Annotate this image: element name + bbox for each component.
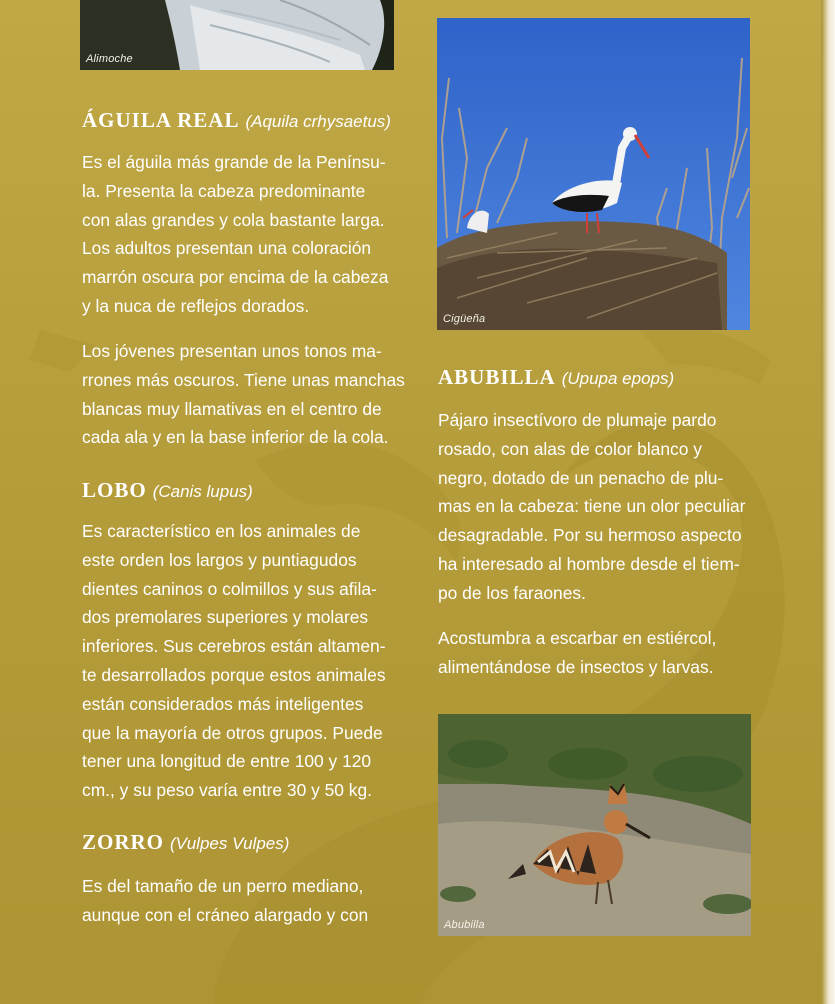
text-line: con alas grandes y cola bastante larga.: [82, 209, 385, 230]
text-line: po de los faraones.: [438, 582, 586, 603]
species-name: ABUBILLA: [438, 365, 556, 389]
species-latin-name: (Aquila crhysaetus): [245, 112, 391, 131]
text-line: Los adultos presentan una coloración: [82, 238, 372, 259]
paragraph-zorro-1: [82, 872, 368, 930]
text-line: te desarrollados porque estos animales: [82, 664, 386, 685]
text-line: marrón oscura por encima de la cabeza: [82, 267, 389, 288]
heading-lobo: [82, 478, 253, 503]
storks-nest-image: [437, 18, 750, 330]
text-line: y la nuca de reflejos dorados.: [82, 295, 310, 316]
photo-ciguena: [437, 18, 750, 330]
photo-caption-alimoche: Alimoche: [86, 53, 133, 65]
text-line: la. Presenta la cabeza predominante: [82, 180, 366, 201]
text-line: inferiores. Sus cerebros están altamen-: [82, 636, 386, 657]
photo-abubilla: [438, 714, 751, 936]
text-line: blancas muy llamativas en el centro de: [82, 398, 382, 419]
text-line: tener una longitud de entre 100 y 120: [82, 751, 372, 772]
text-line: ha interesado al hombre desde el tiem-: [438, 553, 740, 574]
text-line: dos premolares superiores y molares: [82, 607, 369, 628]
text-line: Acostumbra a escarbar en estiércol,: [438, 628, 717, 648]
heading-zorro: [82, 830, 289, 855]
paragraph-abubilla-2: [438, 624, 716, 682]
species-name: LOBO: [82, 478, 147, 502]
text-line: este orden los largos y puntiagudos: [82, 549, 357, 570]
text-line: rrones más oscuros. Tiene unas manchas: [82, 369, 405, 390]
text-line: desagradable. Por su hermoso aspecto: [438, 525, 742, 546]
paragraph-aguila-2: [82, 337, 405, 452]
text-line: mas en la cabeza: tiene un olor peculiar: [438, 496, 746, 517]
text-line: rosado, con alas de color blanco y: [438, 438, 702, 459]
species-latin-name: (Vulpes Vulpes): [170, 834, 290, 853]
species-name: ZORRO: [82, 830, 165, 854]
photo-caption-ciguena: Cigüeña: [443, 313, 486, 325]
page-edge: [821, 0, 835, 1004]
text-line: cm., y su peso varía entre 30 y 50 kg.: [82, 780, 372, 801]
text-line: que la mayoría de otros grupos. Puede: [82, 722, 383, 743]
text-line: cada ala y en la base inferior de la cola.: [82, 427, 389, 448]
text-line: Es característico en los animales de: [82, 521, 361, 541]
photo-caption-abubilla: Abubilla: [444, 919, 485, 931]
text-line: aunque con el cráneo alargado y con: [82, 904, 369, 925]
text-line: Es el águila más grande de la Penínsu-: [82, 152, 386, 172]
text-line: dientes caninos o colmillos y sus afila-: [82, 578, 377, 599]
paragraph-lobo-1: [82, 517, 386, 805]
text-line: Pájaro insectívoro de plumaje pardo: [438, 410, 717, 430]
heading-aguila-real: [82, 108, 391, 133]
paragraph-abubilla-1: [438, 406, 745, 608]
paragraph-aguila-1: [82, 148, 388, 321]
species-name: ÁGUILA REAL: [82, 108, 240, 132]
text-line: negro, dotado de un penacho de plu-: [438, 467, 724, 488]
species-latin-name: (Canis lupus): [152, 482, 253, 501]
heading-abubilla: [438, 365, 674, 390]
text-line: Es del tamaño de un perro mediano,: [82, 876, 364, 896]
text-line: están considerados más inteligentes: [82, 693, 364, 714]
text-line: alimentándose de insectos y larvas.: [438, 656, 714, 677]
species-latin-name: (Upupa epops): [561, 369, 675, 388]
text-line: Los jóvenes presentan unos tonos ma-: [82, 341, 382, 361]
photo-alimoche: [80, 0, 394, 70]
hoopoe-image: [438, 714, 751, 936]
